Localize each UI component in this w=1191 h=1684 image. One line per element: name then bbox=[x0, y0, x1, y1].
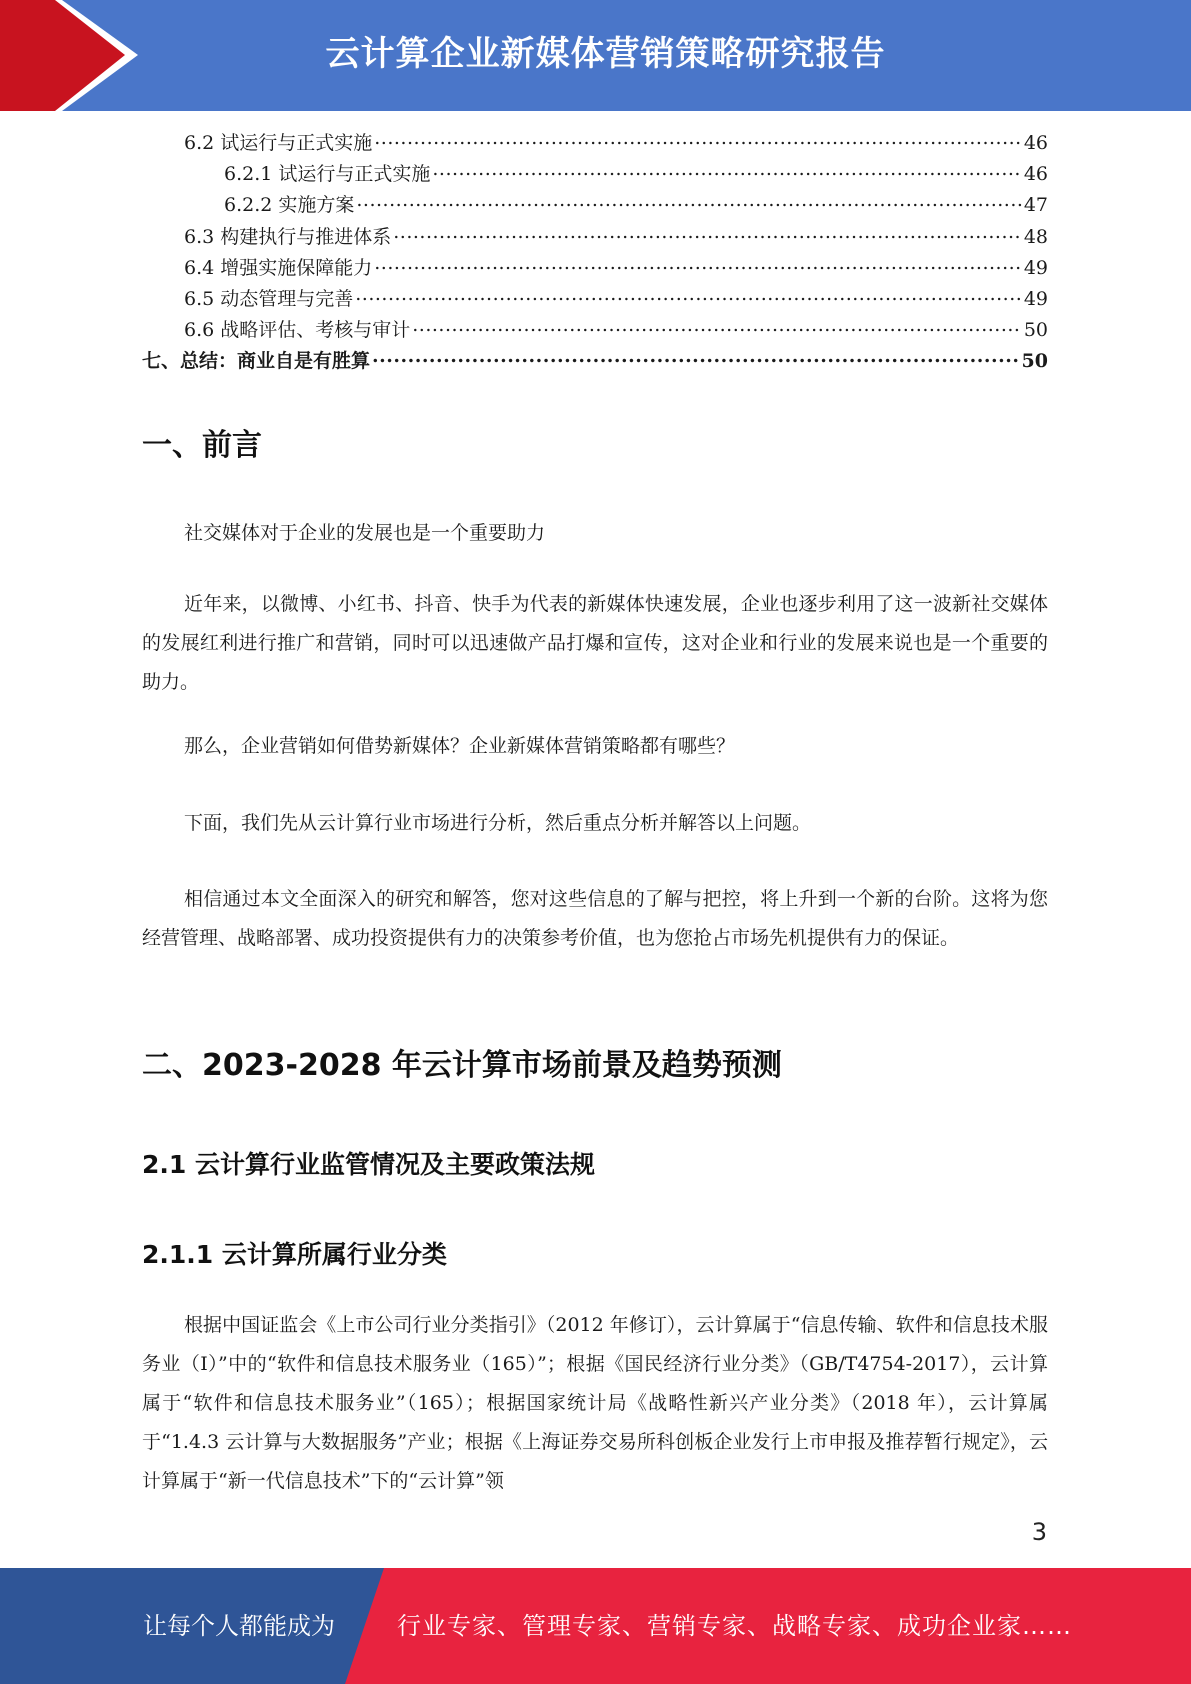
section-heading-market: 二、2023-2028 年云计算市场前景及趋势预测 bbox=[142, 1048, 782, 1083]
toc-entry-label: 6.5 动态管理与完善 bbox=[184, 287, 354, 310]
section-heading-preface: 一、前言 bbox=[142, 428, 262, 463]
paragraph: 相信通过本文全面深入的研究和解答，您对这些信息的了解与把控，将上升到一个新的台阶。这将为您经营管理、战略部署、成功投资提供有力的决策参考价值，也为您抢占市场先机提供有力的保证。 bbox=[142, 888, 1048, 949]
toc-entry[interactable] bbox=[142, 127, 1048, 158]
toc-leader-dots bbox=[355, 283, 1022, 305]
toc-page-number: 46 bbox=[1023, 132, 1048, 154]
toc-entry[interactable] bbox=[142, 189, 1048, 220]
toc-leader-dots bbox=[372, 345, 1020, 367]
toc-page-number: 46 bbox=[1023, 163, 1048, 186]
toc-entry[interactable] bbox=[142, 252, 1048, 283]
subsubsection-heading: 2.1.1 云计算所属行业分类 bbox=[142, 1240, 447, 1269]
toc-leader-dots bbox=[374, 127, 1022, 149]
page-number: 3 bbox=[1031, 1518, 1047, 1546]
paragraph: 根据中国证监会《上市公司行业分类指引》（2012 年修订），云计算属于“信息传输、软件和信息技术服务业（I）”中的“软件和信息技术服务业（165）”；根据《国民经济行业分类》（GB/T4754-2017），云计算属于“软件和信息技术服务业”（165）；根据国家统计局《战略性新兴产业分类》（2018 年），云计算属于“1.4.3 云计算与大数据服务”产业；根据《上海证券交易所科创板企业发行上市申报及推荐暂行规定》，云计算属于“新一代信息技术”下的“云计算”领 bbox=[142, 1314, 1048, 1492]
toc-page-number: 50 bbox=[1021, 350, 1048, 373]
toc-entry-label: 6.2 试运行与正式实施 bbox=[184, 132, 373, 154]
toc-leader-dots bbox=[412, 314, 1022, 336]
paragraph: 近年来，以微博、小红书、抖音、快手为代表的新媒体快速发展，企业也逐步利用了这一波新社交媒体的发展红利进行推广和营销，同时可以迅速做产品打爆和宣传，这对企业和行业的发展来说也是一个重要的助力。 bbox=[142, 593, 1048, 693]
toc-entry-label: 6.6 战略评估、考核与审计 bbox=[184, 319, 411, 342]
toc-entry-label: 6.2.2 实施方案 bbox=[224, 194, 355, 217]
toc-entry[interactable] bbox=[142, 345, 1048, 376]
toc-entry-label: 6.4 增强实施保障能力 bbox=[184, 256, 373, 279]
paragraph: 那么，企业营销如何借势新媒体？企业新媒体营销策略都有哪些？ bbox=[184, 735, 736, 757]
report-title: 云计算企业新媒体营销策略研究报告 bbox=[325, 34, 886, 74]
paragraph: 下面，我们先从云计算行业市场进行分析，然后重点分析并解答以上问题。 bbox=[184, 812, 812, 834]
toc-page-number: 48 bbox=[1023, 225, 1048, 248]
toc-entry[interactable] bbox=[142, 283, 1048, 314]
footer-slogan-left: 让每个人都能成为 bbox=[143, 1612, 335, 1640]
toc-leader-dots bbox=[393, 221, 1022, 243]
toc-entry[interactable] bbox=[142, 314, 1048, 345]
toc-page-number: 50 bbox=[1023, 319, 1048, 342]
subsection-heading: 2.1 云计算行业监管情况及主要政策法规 bbox=[142, 1150, 595, 1179]
toc-entry-label: 七、总结：商业自是有胜算 bbox=[142, 350, 371, 373]
toc-leader-dots bbox=[356, 189, 1021, 211]
paragraph: 社交媒体对于企业的发展也是一个重要助力 bbox=[184, 522, 546, 544]
toc-entry-label: 6.3 构建执行与推进体系 bbox=[184, 225, 392, 248]
header-banner bbox=[0, 0, 1191, 111]
footer-banner bbox=[0, 1568, 1191, 1684]
toc-entry[interactable] bbox=[142, 158, 1048, 189]
toc-entry-label: 6.2.1 试运行与正式实施 bbox=[224, 163, 431, 186]
toc-leader-dots bbox=[432, 158, 1021, 180]
toc-leader-dots bbox=[374, 252, 1022, 274]
toc-page-number: 49 bbox=[1023, 256, 1048, 279]
toc-page-number: 49 bbox=[1023, 287, 1048, 310]
toc-page-number: 47 bbox=[1023, 194, 1048, 217]
table-of-contents bbox=[142, 127, 1048, 377]
footer-slogan-right: 行业专家、管理专家、营销专家、战略专家、成功企业家…… bbox=[397, 1612, 1072, 1640]
toc-entry[interactable] bbox=[142, 221, 1048, 252]
